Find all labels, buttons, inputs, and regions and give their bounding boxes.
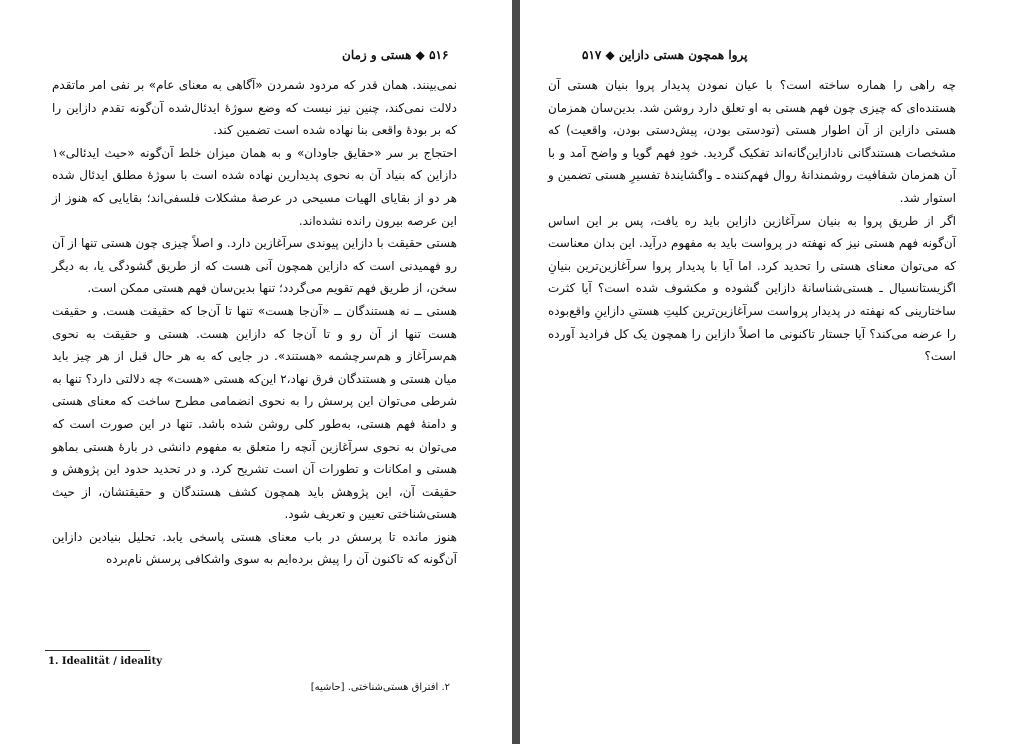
left-paragraph-1: نمی‌بینند. همان قدر که مردود شمردن «آگاهی به معنای عام» بر نفی امر ماتقدم دلالت نمی‌کند، چنین نیز نیست که وضع سوژهٔ ایدئال‌شده آن‌گونه تقدم دازاین را که بر بودهٔ واقعی بنا نهاده شده است تضمین کند.: [52, 78, 457, 138]
footnote-divider: [45, 650, 150, 651]
right-paragraph-1: چه راهی را هماره ساخته است؟ با عیان نمودن پدیدار پروا بنیان هستی آن هستنده‌ای که چیزی چون فهم هستی به او تعلق دارد روشن شد. بدین‌سان همزمان هستی دازاین از آن اطوار هستی (تودستی بودن، پیش‌دستی بودن، واقعیت) که مشخصات هستندگانی نادازاین‌گانه‌اند تفکیک گردید. خودِ فهم گویا و واضح آمد و با آن همزمان شفافیت روشمندانهٔ روال فهم‌کننده ـ واگشایندهٔ تفسیرِ هستی تضمین و استوار شد.: [548, 78, 956, 205]
right-running-header: پروا همچون هستی دازاین ◆ ۵۱۷: [582, 48, 748, 62]
left-paragraph-2: احتجاج بر سر «حقایق جاودان» و به همان میزان خلط آن‌گونه «حیث ایدئالی»۱ دازاین که بنیاد آن به نحوی پدیدارین نهاده شده است با سوژهٔ مطلق ایدئال شده هر دو از بقایای الهیات مسیحی در عرصهٔ مشکلات فلسفی‌اند؛ بقایایی که هنوز از این عرصه بیرون رانده نشده‌اند.: [52, 145, 457, 228]
left-running-header: ۵۱۶ ◆ هستی و زمان: [342, 48, 449, 62]
left-body-text: [52, 74, 457, 571]
left-paragraph-5: هنوز مانده تا پرسش در باب معنای هستی پاسخی یابد. تحلیل بنیادین دازاین آن‌گونه که تاکنون آن را پیش برده‌ایم به سوی واشکافی پرسش نام‌برده: [52, 529, 457, 567]
right-paragraph-2: اگر از طریق پروا به بنیان سرآغازین دازاین باید ره یافت، پس بر این اساس آن‌گونه فهم هستی نیز که نهفته در پرواست باید به مفهوم درآید. این بدان معناست که می‌توان معنای هستی را تحدید کرد. اما آیا با پدیدار پروا سرآغازین‌ترین بنیانِ اگزیستانسیال ـ هستی‌شناسانهٔ دازاین گشوده و مکشوف شده است؟ آیا کثرت ساختارینی که نهفته در پدیدار پرواست سرآغازین‌ترین کلیتِ هستیِ دازاینِ واقع‌بوده را عرضه می‌کند؟ آیا جستار تاکنونی ما اصلاً دازاین را همچون یک کل فرادید آورده است؟: [548, 213, 956, 364]
page-gutter: [512, 0, 520, 744]
left-paragraph-4: هستی ــ نه هستندگان ــ «آن‌جا هست» تنها تا آن‌جا که حقیقت هست. و حقیقت هست تنها از آن رو و تا آن‌جا که دازاین هست. هستی و حقیقت به نحوی هم‌سرآغاز و هم‌سرچشمه «هستند». در جایی که به هر حال قبل از هر چیز باید میان هستی و هستندگان فرق نهاد،۲ این‌که هستی «هست» چه دلالتی دارد؟ تنها به شرطی می‌توان این پرسش را به نحوی انضمامی مطرح ساخت که معنای هستی و دامنهٔ فهم هستی، به‌طور کلی روشن شده باشد. تنها در این صورت است که می‌توان به نحوی سرآغازین آنچه را متعلق به مفهوم دانشی در بارهٔ هستی بماهو هستی و امکانات و تطورات آن است تشریح کرد. و در تحدید حدود این پژوهش و حقیقت آن، این پژوهش باید همچون کشف هستندگان و حقیقتشان، از حیث هستی‌شناختی تعیین و تعریف شود.: [52, 303, 457, 522]
right-body-text: [548, 74, 956, 368]
left-paragraph-3: هستی حقیقت با دازاین پیوندی سرآغازین دارد. و اصلاً چیزی چون هستی تنها از آن رو فهمیدنی است که دازاین همچون آنی هست که از طریق گشودگی یا، به دیگر سخن، از طریق فهم تقویم می‌گردد؛ تنها بدین‌سان فهم هستی ممکن است.: [52, 236, 457, 296]
footnote-1: 1. Idealität / ideality: [48, 656, 163, 667]
footnote-2: ۲. افتراق هستی‌شناختی. [حاشیه]: [310, 682, 450, 693]
right-page: [520, 0, 1024, 744]
